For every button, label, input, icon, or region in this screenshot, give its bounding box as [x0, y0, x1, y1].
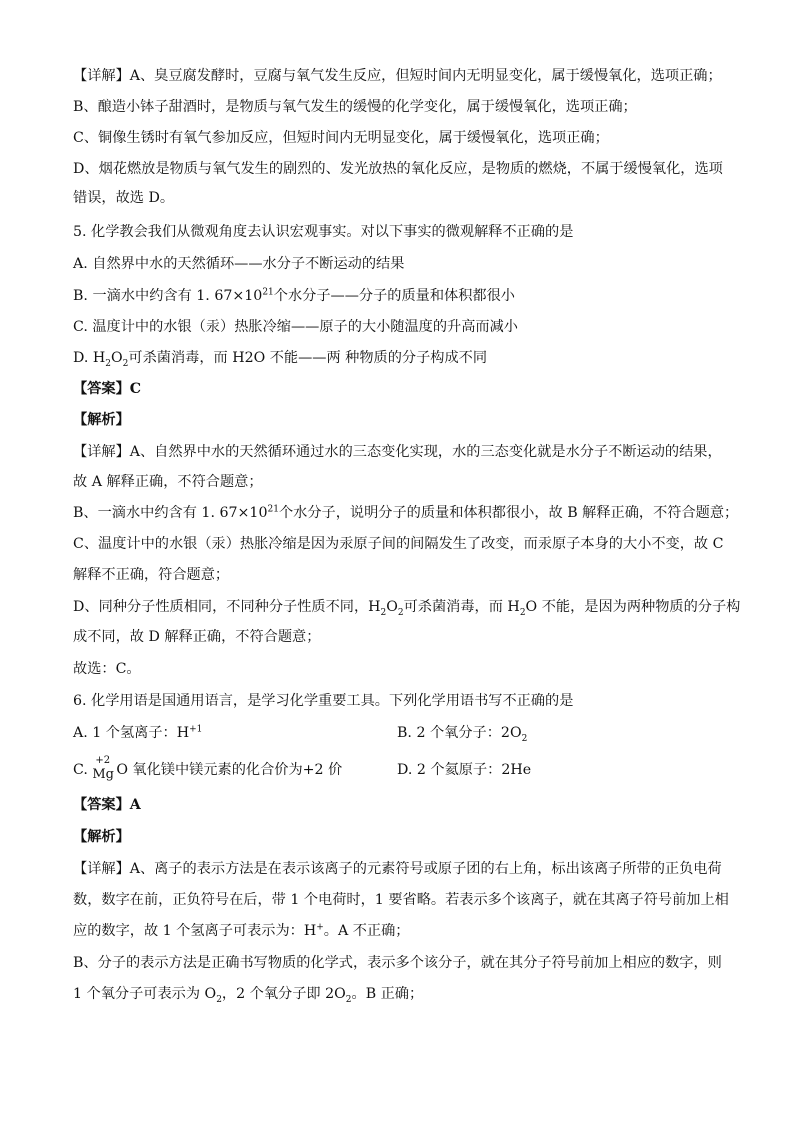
q5-option-b: B. 一滴水中约含有 1. $67\times 10^{21}$个水分子——分子的质量和体积都很小 [73, 287, 515, 304]
q5-explanation-5: 解释不正确，符合题意； [73, 567, 230, 583]
q5-option-c: C. 温度计中的水银（汞）热胀冷缩——原子的大小随温度的升高而减小 [73, 319, 518, 335]
intro-line-1: 【详解】A、臭豆腐发酵时，豆腐与氧气发生反应，但短时间内无明显变化，属于缓慢氧化，选项正确； [73, 68, 722, 84]
q5-explanation-7: 成不同，故 D 解释正确，不符合题意； [73, 629, 321, 645]
intro-line-2: B、酿造小钵子甜酒时，是物质与氧气发生的缓慢的化学变化，属于缓慢氧化，选项正确； [73, 99, 637, 115]
q6-analysis-heading: 【解析】 [73, 829, 130, 845]
intro-line-5: 错误，故选 D。 [73, 190, 175, 206]
q5-explanation-1: 【详解】A、自然界中水的天然循环通过水的三态变化实现，水的三态变化就是水分子不断运动的结果， [73, 444, 722, 460]
q6-option-d: D. 2 个氦原子：2He [397, 762, 532, 778]
q6-option-a: A. 1 个氢离子：$H^{+1}$ [73, 724, 203, 741]
intro-line-3: C、铜像生锈时有氧气参加反应，但短时间内无明显变化，属于缓慢氧化，选项正确； [73, 130, 609, 146]
q5-explanation-2: 故 A 解释正确，不符合题意； [73, 474, 263, 490]
q6-explanation-3: 应的数字，故 1 个氢离子可表示为：H+。A 不正确； [73, 922, 410, 939]
q5-explanation-6: D、同种分子性质相同，不同种分子性质不同，$H_2O_2$可杀菌消毒，而 $H_2O$ 不能，是因为两种物质的分子构 [73, 599, 741, 618]
q6-explanation-4: B、分子的表示方法是正确书写物质的化学式，表示多个该分子，就在其分子符号前加上相应的数字，则 [73, 955, 722, 971]
q6-option-c: C. +2 Mg O 氧化镁中镁元素的化合价为+2 价 [73, 755, 343, 782]
q6-option-b: B. 2 个氧分子：$2O_2$ [397, 725, 528, 744]
q5-option-d: D. $H_2O_2$可杀菌消毒，而 H2O 不能——两 种物质的分子构成不同 [73, 350, 488, 369]
q6-explanation-1: 【详解】A、离子的表示方法是在表示该离子的元素符号或原子团的右上角，标出该离子所带的正负电荷 [73, 861, 722, 877]
q5-conclusion: 故选：C。 [73, 661, 141, 677]
q6-explanation-2: 数，数字在前，正负符号在后，带 1 个电荷时，1 要省略。若表示多个该离子，就在其离子符号前加上相 [73, 892, 729, 908]
q6-option-row-1 [73, 723, 733, 743]
q5-answer: 【答案】C [73, 381, 142, 397]
q5-option-a: A. 自然界中水的天然循环——水分子不断运动的结果 [73, 256, 405, 272]
q5-stem: 5. 化学教会我们从微观角度去认识宏观事实。对以下事实的微观解释不正确的是 [73, 224, 574, 240]
q5-explanation-3: B、一滴水中约含有 1. $67\times 10^{21}$个水分子，说明分子的质量和体积都很小，故 B 解释正确，不符合题意； [73, 504, 739, 521]
q6-answer: 【答案】A [73, 797, 141, 813]
q6-stem: 6. 化学用语是国通用语言，是学习化学重要工具。下列化学用语书写不正确的是 [73, 693, 574, 709]
q6-option-row-2 [73, 755, 733, 782]
valence-notation: +2 Mg O [92, 755, 129, 782]
intro-line-4: D、烟花燃放是物质与氧气发生的剧烈的、发光放热的氧化反应，是物质的燃烧，不属于缓慢氧化，选项 [73, 161, 723, 177]
q5-analysis-heading: 【解析】 [73, 412, 130, 428]
q5-explanation-4: C、温度计中的水银（汞）热胀冷缩是因为汞原子间的间隔发生了改变，而汞原子本身的大小不变，故 C [73, 536, 724, 552]
q6-explanation-5: 1 个氧分子可表示为 $O_2$，2 个氧分子即 $2O_2$。B 正确； [73, 986, 424, 1005]
